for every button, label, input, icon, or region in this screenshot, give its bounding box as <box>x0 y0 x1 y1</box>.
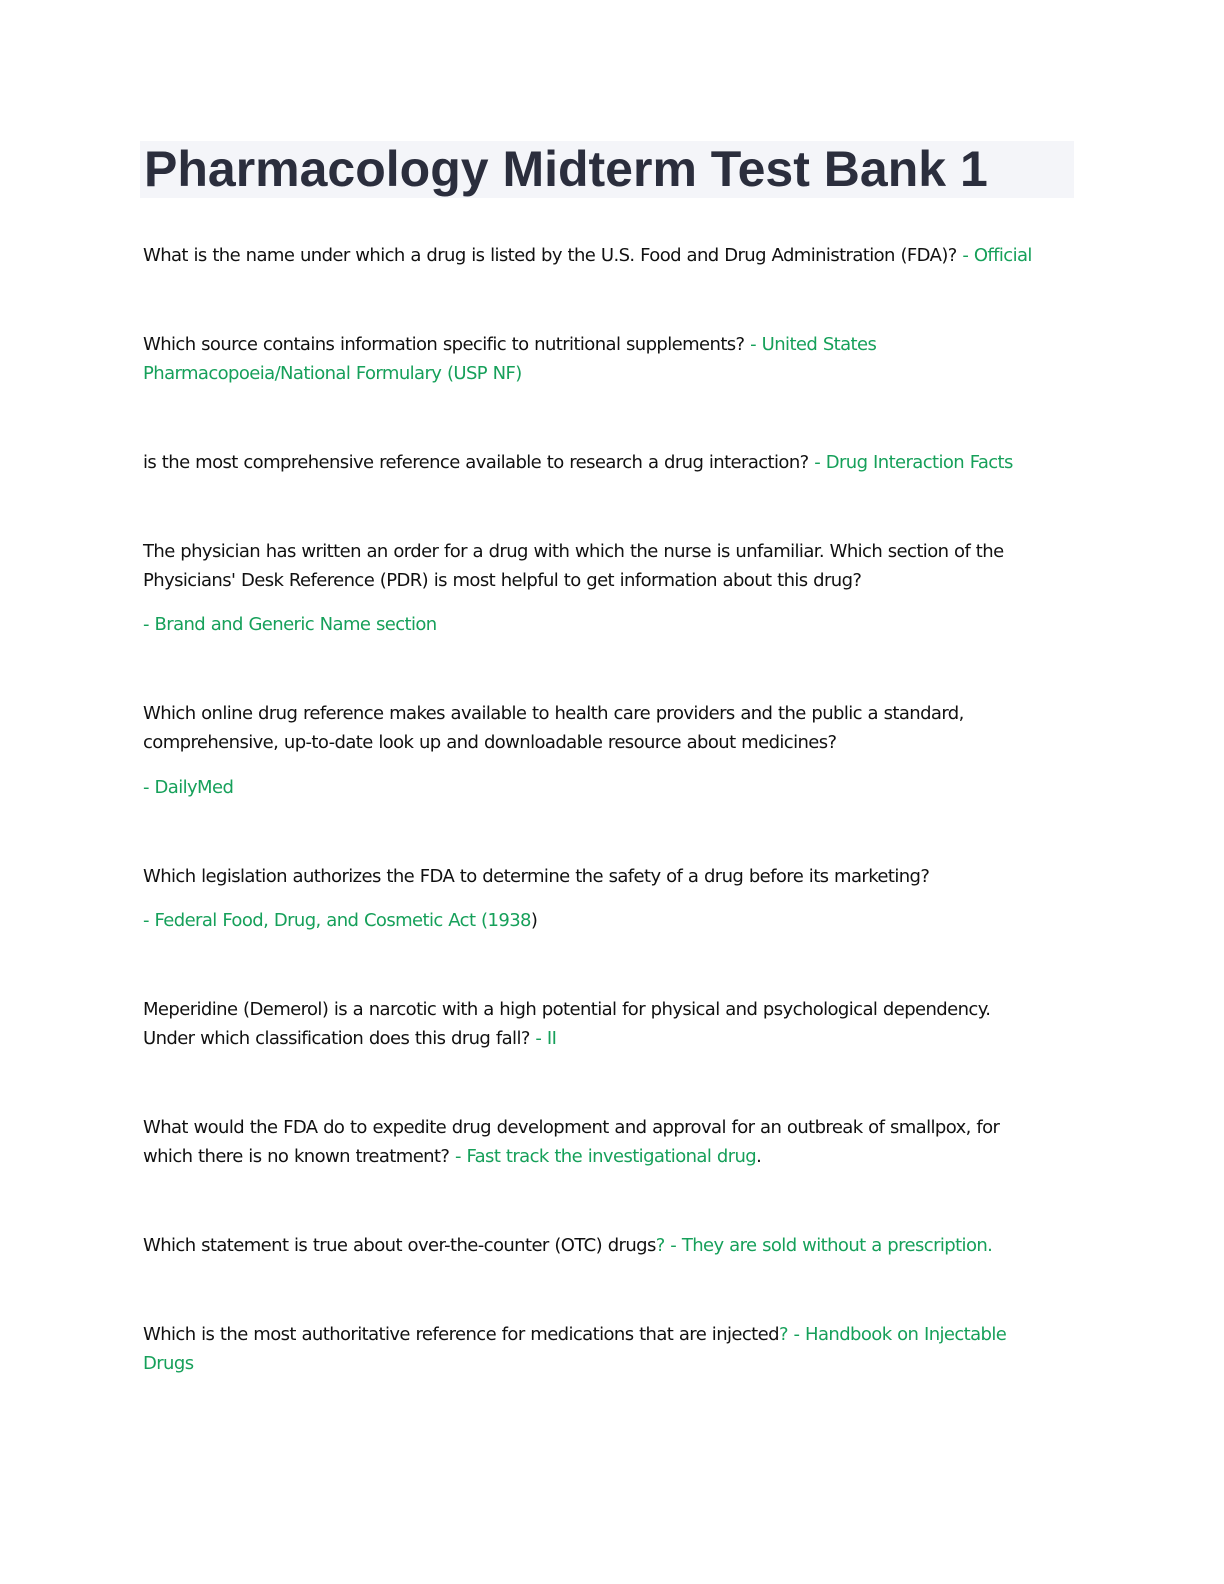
qa-item-1 <box>143 241 1063 270</box>
question-text: What would the FDA do to expedite drug development and approval for an outbreak of smallpox, for <box>143 1117 1000 1138</box>
answer-text: - DailyMed <box>143 777 234 798</box>
question-text: Which statement is true about over-the-counter (OTC) drugs <box>143 1235 656 1256</box>
question-text-continued: which there is no known treatment? <box>143 1146 450 1167</box>
question-text-continued: Under which classification does this drug fall? <box>143 1028 530 1049</box>
answer-close-paren: ) <box>530 910 538 931</box>
answer-text: - United States <box>744 334 877 355</box>
answer-text: - Drug Interaction Facts <box>808 452 1013 473</box>
page-title: Pharmacology Midterm Test Bank 1 <box>144 141 988 197</box>
title-bar <box>140 141 1074 198</box>
qa-item-3 <box>143 448 1063 477</box>
answer-text-continued: Pharmacopoeia/National Formulary (USP NF) <box>143 363 522 384</box>
question-text: Which legislation authorizes the FDA to determine the safety of a drug before its marketing? <box>143 866 930 887</box>
question-text: Which is the most authoritative reference for medications that are injected <box>143 1324 779 1345</box>
answer-text: - Official <box>956 245 1032 266</box>
question-text: The physician has written an order for a drug with which the nurse is unfamiliar. Which section of the <box>143 541 1004 562</box>
answer-text: - Brand and Generic Name section <box>143 614 437 635</box>
answer-line <box>143 906 537 935</box>
answer-text: - II <box>529 1028 557 1049</box>
qa-item-5 <box>143 699 1063 757</box>
answer-text: ? - They are sold without a prescription. <box>655 1235 993 1256</box>
question-text: Which online drug reference makes available to health care providers and the public a standard, <box>143 703 964 724</box>
answer-period: . <box>756 1146 762 1167</box>
question-text: Which source contains information specific to nutritional supplements? <box>143 334 745 355</box>
qa-item-6 <box>143 862 1063 891</box>
question-text-continued: comprehensive, up-to-date look up and downloadable resource about medicines? <box>143 732 837 753</box>
answer-text: ? - Handbook on Injectable <box>778 1324 1007 1345</box>
answer-text: - Fast track the investigational drug <box>449 1146 757 1167</box>
question-text: Meperidine (Demerol) is a narcotic with a high potential for physical and psychological dependency. <box>143 999 991 1020</box>
question-text: is the most comprehensive reference available to research a drug interaction? <box>143 452 809 473</box>
qa-item-2 <box>143 330 1063 388</box>
qa-item-4 <box>143 537 1063 595</box>
qa-item-8 <box>143 1113 1063 1171</box>
qa-item-7 <box>143 995 1063 1053</box>
qa-item-10 <box>143 1320 1063 1378</box>
question-text-continued: Physicians' Desk Reference (PDR) is most helpful to get information about this drug? <box>143 570 862 591</box>
qa-item-9 <box>143 1231 1063 1260</box>
answer-text-continued: Drugs <box>143 1353 194 1374</box>
answer-text: - Federal Food, Drug, and Cosmetic Act (1938 <box>143 910 531 931</box>
question-text: What is the name under which a drug is listed by the U.S. Food and Drug Administration (FDA)? <box>143 245 957 266</box>
